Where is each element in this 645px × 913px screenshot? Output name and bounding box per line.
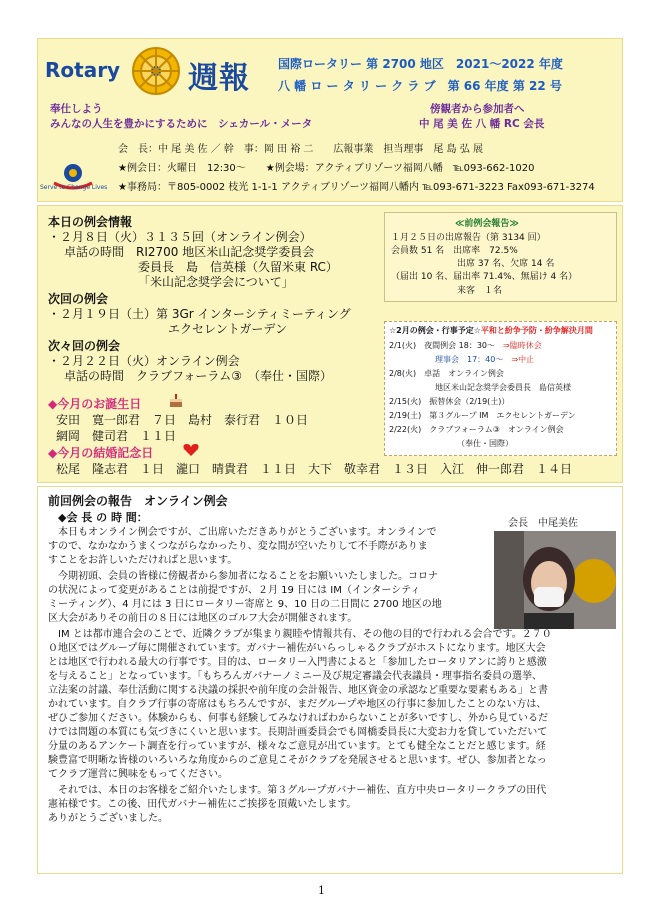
article-line: 分量のあるアンケート調査を行っていますが、様々なご意見が出ています。とても健全なことだと感じます。経	[48, 741, 546, 752]
schedule-row: 2/15(火) 振替休会（2/19(土)）	[389, 397, 510, 406]
badge-caption: Serve to Change Lives	[40, 184, 108, 191]
club-theme: 傍観者から参加者へ	[430, 103, 525, 115]
newsletter-header	[37, 38, 623, 202]
next-line2: エクセレントガーデン	[168, 322, 288, 336]
report-line5: 来客 １名	[457, 286, 503, 296]
schedule-row: 2/1(火) 夜間例会 18：30～ ⇒臨時休会	[389, 341, 542, 350]
club-president: 中 尾 美 佐 八 幡 RC 会長	[419, 118, 545, 130]
after-next-line2: 卓話の時間 クラブフォーラム③ （奉仕・国際）	[64, 369, 333, 383]
today-line3: 委員長 島 信英様（久留米東 RC）	[138, 260, 338, 274]
club-line: 八 幡 ロ ー タ リ ー ク ラ ブ 第 66 年度 第 22 号	[278, 79, 562, 93]
schedule-row: 2/19(土) 第３グループ IM エクセレントガーデン	[389, 411, 576, 420]
article-line: 立法案の討議、奉仕活動に関する決議の採択や前年度の会計報告、地区資金の承認など重要な要素もある」と書	[48, 685, 548, 696]
article-line: 区大会がありその前日の８日には地区のゴルフ大会が開催されます。	[48, 613, 358, 624]
today-line2: 卓話の時間 RI2700 地区米山記念奨学委員会	[64, 245, 315, 259]
schedule-row: 理事会 17：40～ ⇒中止	[435, 355, 535, 364]
ri-theme: 奉仕しよう	[50, 103, 103, 115]
schedule-month-theme: 平和と紛争予防・紛争解決月間	[480, 326, 593, 335]
page-number: 1	[318, 884, 325, 897]
attendance-report-box	[384, 212, 617, 302]
article-line: 憲祐様です。この後、田代ガバナー補佐にご挨拶を頂戴いたします。	[48, 799, 357, 810]
article-heading: 前回例会の報告 オンライン例会	[48, 494, 228, 508]
birthday-heading: ◆今月のお誕生日	[48, 397, 142, 411]
article-line: それでは、本日のお客様をご紹介いたします。第３グループガバナー補佐、直方中央ロータリークラブの田代	[58, 785, 547, 796]
report-line1: １月２５日の出席報告（第 3134 回）	[391, 233, 546, 243]
ri-theme-detail: みんなの人生を豊かにするために シェカール・メータ	[50, 118, 313, 130]
after-next-heading: 次々回の例会	[48, 339, 121, 353]
article-line: てクラブ運営に興味をもってください。	[48, 769, 228, 780]
article-line: けでは問題の本質にも気づきにくいと思います。長期計画委員会でも岡橋委員長に大変お力を貸していただいて	[48, 727, 548, 738]
schedule-row: 2/8(火) 卓話 オンライン例会	[389, 369, 504, 378]
report-line4: （届出 10 名、届出率 71.4%、無届け 4 名）	[391, 272, 578, 282]
article-section	[37, 486, 623, 874]
today-heading: 本日の例会情報	[48, 215, 133, 229]
serve-badge-icon	[44, 163, 102, 197]
rotary-wheel-icon	[130, 45, 182, 97]
article-line: かれています。自クラブ行事の寄席はもちろんですが、まだグループや地区の行事に参加したことのない方は、	[48, 699, 547, 710]
president-photo	[494, 531, 616, 629]
meeting-info-section	[37, 205, 623, 483]
heart-icon	[183, 443, 199, 457]
schedule-row: 地区米山記念奨学会委員長 島信英様	[435, 383, 571, 392]
officers-line: 会 長：中 尾 美 佐 ／ 幹 事：岡 田 裕 二 広報事業 担当理事 尾 島 弘 展	[118, 144, 483, 155]
rotary-logo-text: Rotary	[45, 58, 121, 82]
article-subheading: ◆会 長 の 時 間：	[58, 511, 148, 524]
today-line4: 「米山記念奨学会について」	[138, 275, 294, 289]
after-next-line1: ・２月２２日（火）オンライン例会	[48, 354, 240, 368]
photo-caption: 会長 中尾美佐	[508, 518, 578, 529]
article-line: を与えること」となっています。「もちろんガバナーノミニー及び規定審議会代表議員・理事指名委員の選挙、	[48, 671, 542, 682]
anniversary-heading: ◆今月の結婚記念日	[48, 446, 154, 460]
article-line: IM とは都市連合会のことで、近隣クラブが集まり親睦や情報共有、その他の目的で行われる会合です。２７０	[58, 629, 552, 640]
schedule-row: 2/22(火) クラブフォーラム③ オンライン例会	[389, 425, 564, 434]
anniversary-line1: 松尾 隆志君 １日 瀧口 晴貴君 １１日 大下 敬幸君 １３日 入江 伸一郎君 １４日	[56, 462, 573, 476]
article-line: とは地区で行われる最大の行事です。目的は、ロータリー入門書によると「参加したロータリアンに誇りと感激	[48, 657, 547, 668]
article-line: ぜひご参加ください。体験からも、何事も経験してみなければわからないことが多いですし、外から見ているだ	[48, 713, 548, 724]
next-line1: ・２月１９日（土）第 3Gr インターシティミーティング	[48, 307, 351, 321]
report-heading: ≪前例会報告≫	[455, 219, 519, 229]
article-line: すので、なかなかうまくつながらなかったり、変な間が空いたりして不手際がありま	[48, 541, 428, 552]
article-line: 本日もオンライン例会ですが、ご出席いただきありがとうございます。オンラインで	[58, 527, 437, 538]
report-line2: 会員数 51 名 出席率 72.5%	[391, 246, 518, 256]
office-info: ★事務局：〒805-0002 枝光 1-1-1 アクティブリゾーツ福岡八幡内 ℡093-671-3223 Fax093-671-3274	[118, 182, 595, 193]
birthday-line1: 安田 寛一郎君 ７日 島村 泰行君 １０日	[56, 413, 309, 427]
article-line: ミーティング）、4 月には 3 日にロータリー寄席と 9、10 日の二日間に 2700 地区の地	[48, 599, 442, 610]
article-line: 験豊富で明晰な皆様のいろいろな角度からのご意見こそがクラブを発展させると思います。ぜひ、参加者となっ	[48, 755, 547, 766]
district-line: 国際ロータリー 第 2700 地区 2021～2022 年度	[278, 57, 563, 71]
cake-icon	[168, 392, 184, 408]
meeting-info: ★例会日：火曜日 12:30～ ★例会場：アクティブリゾーツ福岡八幡 ℡093-662-1020	[118, 163, 535, 174]
article-line: ０地区ではグループ毎に開催されています。ガバナー補佐がいらっしゃるクラブがホストになります。地区大会	[48, 643, 546, 654]
schedule-heading: ☆2月の例会・行事予定☆	[389, 326, 481, 335]
schedule-row: （奉仕・国際）	[457, 439, 513, 448]
schedule-box	[384, 321, 617, 456]
next-heading: 次回の例会	[48, 292, 109, 306]
today-line1: ・２月８日（火）３１３５回（オンライン例会）	[48, 230, 312, 244]
article-line: の状況によって変更があることは前提ですが、２月 19 日には IM（インターシティ	[48, 585, 421, 596]
report-line3: 出席 37 名、欠席 14 名	[457, 259, 555, 269]
article-line: 今期初頭、会員の皆様に傍観者から参加者になることをお願いいたしました。コロナ	[58, 571, 438, 582]
birthday-line2: 網岡 健司君 １１日	[56, 429, 177, 443]
article-line: すことをお許しいただければと思います。	[48, 555, 238, 566]
newsletter-title: 週報	[188, 61, 250, 96]
article-line: ありがとうございました。	[48, 813, 168, 824]
